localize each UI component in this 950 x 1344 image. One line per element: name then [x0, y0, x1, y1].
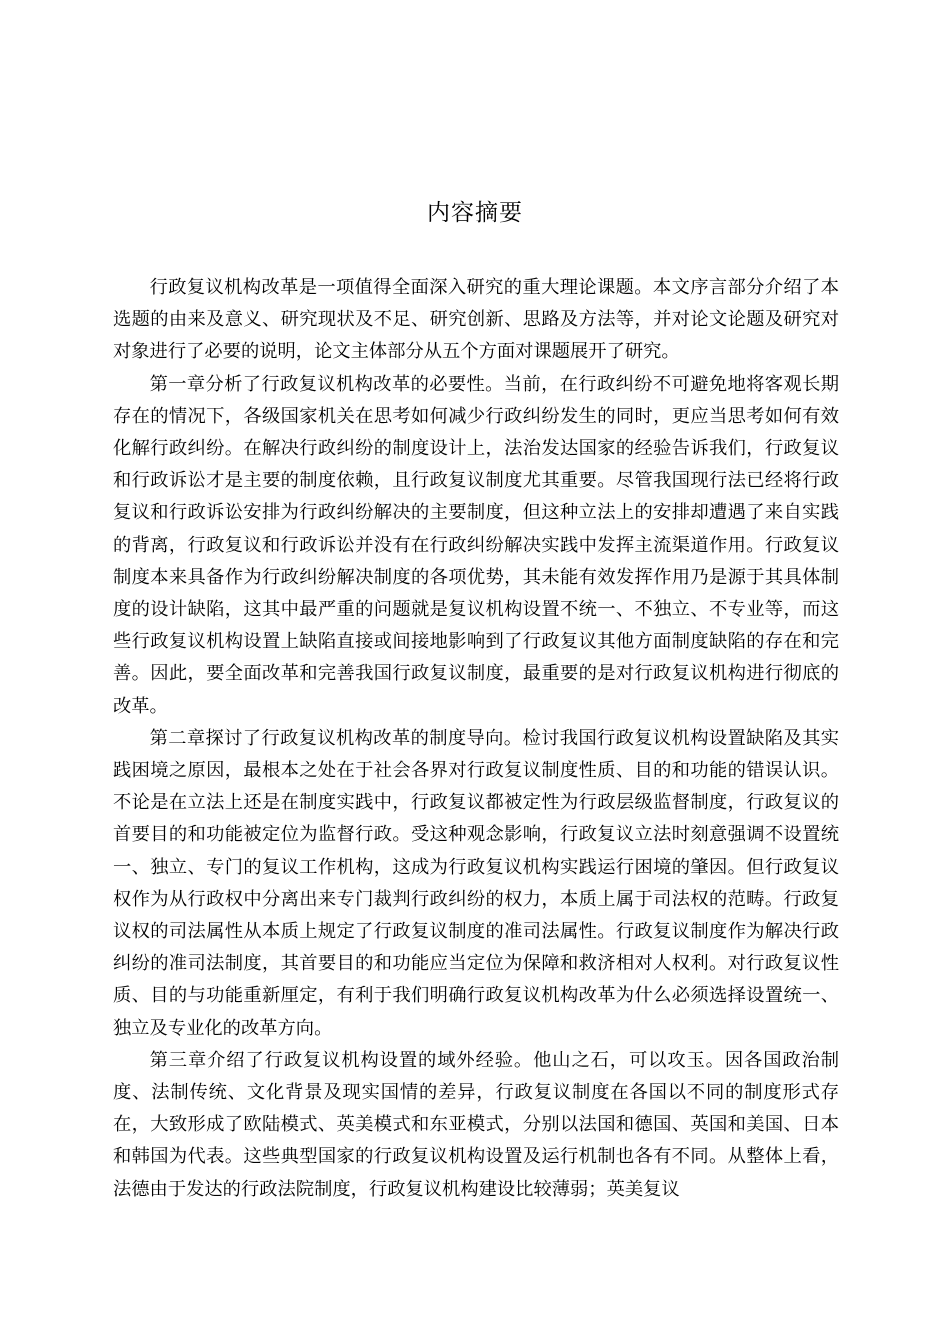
paragraph-chapter-2: 第二章探讨了行政复议机构改革的制度导向。检讨我国行政复议机构设置缺陷及其实践困境之原因，最根本之处在于社会各界对行政复议制度性质、目的和功能的错误认识。不论是在立法上还是在制度实践中，行政复议都被定性为行政层级监督制度，行政复议的首要目的和功能被定位为监督行政。受这种观念影响，行政复议立法时刻意强调不设置统一、独立、专门的复议工作机构，这成为行政复议机构实践运行困境的肇因。但行政复议权作为从行政权中分离出来专门裁判行政纠纷的权力，本质上属于司法权的范畴。行政复议权的司法属性从本质上规定了行政复议制度的准司法属性。行政复议制度作为解决行政纠纷的准司法制度，其首要目的和功能应当定位为保障和救济相对人权利。对行政复议性质、目的与功能重新厘定，有利于我们明确行政复议机构改革为什么必须选择设置统一、独立及专业化的改革方向。 [113, 727, 839, 1039]
paragraph-chapter-1: 第一章分析了行政复议机构改革的必要性。当前，在行政纠纷不可避免地将客观长期存在的情况下，各级国家机关在思考如何减少行政纠纷发生的同时，更应当思考如何有效化解行政纠纷。在解决行政纠纷的制度设计上，法治发达国家的经验告诉我们，行政复议和行政诉讼才是主要的制度依赖，且行政复议制度尤其重要。尽管我国现行法已经将行政复议和行政诉讼安排为行政纠纷解决的主要制度，但这种立法上的安排却遭遇了来自实践的背离，行政复议和行政诉讼并没有在行政纠纷解决实践中发挥主流渠道作用。行政复议制度本来具备作为行政纠纷解决制度的各项优势，其未能有效发挥作用乃是源于其具体制度的设计缺陷，这其中最严重的问题就是复议机构设置不统一、不独立、不专业等，而这些行政复议机构设置上缺陷直接或间接地影响到了行政复议其他方面制度缺陷的存在和完善。因此，要全面改革和完善我国行政复议制度，最重要的是对行政复议机构进行彻底的改革。 [113, 373, 839, 717]
paragraph-chapter-3: 第三章介绍了行政复议机构设置的域外经验。他山之石，可以攻玉。因各国政治制度、法制传统、文化背景及现实国情的差异，行政复议制度在各国以不同的制度形式存在，大致形成了欧陆模式、英美模式和东亚模式，分别以法国和德国、英国和美国、日本和韩国为代表。这些典型国家的行政复议机构设置及运行机制也各有不同。从整体上看，法德由于发达的行政法院制度，行政复议机构建设比较薄弱；英美复议 [113, 1049, 839, 1200]
abstract-body [113, 272, 839, 1206]
paragraph-intro: 行政复议机构改革是一项值得全面深入研究的重大理论课题。本文序言部分介绍了本选题的由来及意义、研究现状及不足、研究创新、思路及方法等，并对论文论题及研究对对象进行了必要的说明，论文主体部分从五个方面对课题展开了研究。 [113, 277, 839, 363]
page-title: 内容摘要 [427, 200, 523, 226]
